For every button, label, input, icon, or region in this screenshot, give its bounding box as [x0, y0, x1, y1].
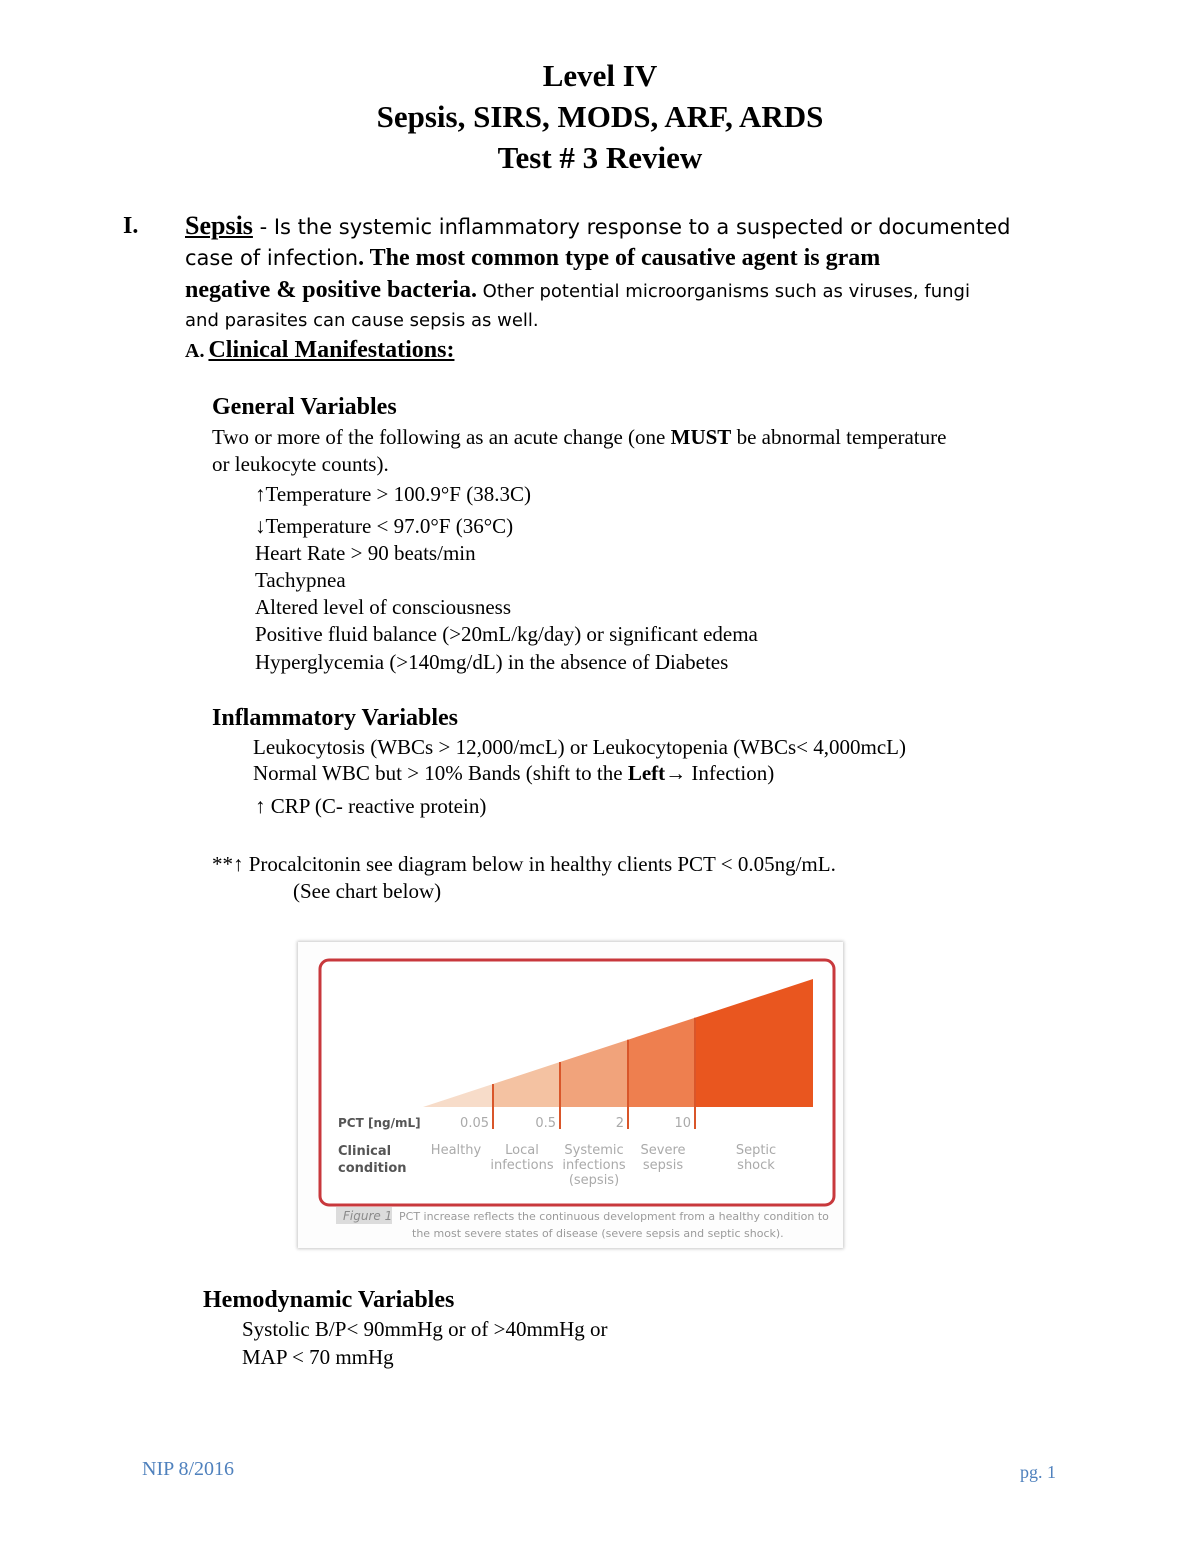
- clinical-condition-label: Systemic: [564, 1143, 624, 1158]
- threshold-label: 0.5: [535, 1116, 556, 1131]
- general-desc-line-2: or leukocyte counts).: [212, 452, 389, 476]
- clinical-label-line-1: Clinical: [338, 1144, 392, 1159]
- clinical-condition-label: Septic: [735, 1143, 777, 1158]
- hemodynamic-variables-heading: Hemodynamic Variables: [203, 1287, 455, 1313]
- title-line-2: Sepsis, SIRS, MODS, ARF, ARDS: [376, 99, 824, 134]
- hemodynamic-item: Systolic B/P< 90mmHg or of >40mmHg or: [242, 1317, 608, 1341]
- footer-left: NIP 8/2016: [142, 1458, 235, 1480]
- general-variables-heading: General Variables: [212, 394, 397, 420]
- footer-page-number: pg. 1: [1020, 1462, 1056, 1482]
- see-chart-note: (See chart below): [293, 879, 442, 903]
- inflammatory-item: Normal WBC but > 10% Bands (shift to the Left→ Infection): [253, 761, 775, 785]
- clinical-condition-label: Local: [505, 1143, 539, 1158]
- threshold-label: 10: [674, 1116, 691, 1131]
- general-desc-line-1: Two or more of the following as an acute change (one MUST be abnormal temperature: [212, 425, 947, 449]
- threshold-label: 0.05: [460, 1116, 489, 1131]
- caption-line-2: the most severe states of disease (severe sepsis and septic shock).: [412, 1227, 784, 1240]
- clinical-condition-label: infections: [490, 1158, 554, 1173]
- inflammatory-item: ↑ CRP (C- reactive protein): [255, 794, 487, 818]
- pct-axis-label: PCT [ng/mL]: [338, 1116, 421, 1130]
- clinical-condition-label: shock: [737, 1158, 775, 1173]
- caption-tag: Figure 1: [343, 1209, 393, 1223]
- clinical-label-line-2: condition: [338, 1161, 407, 1176]
- clinical-condition-label: (sepsis): [568, 1173, 620, 1188]
- sepsis-intro-text: - Is the systemic inflammatory response to a suspected or documented: [252, 215, 1011, 239]
- sepsis-line-2: case of infection. The most common type of causative agent is gram: [185, 245, 881, 271]
- threshold-label: 2: [615, 1116, 624, 1131]
- general-item: ↓Temperature < 97.0°F (36°C): [255, 514, 514, 538]
- hemodynamic-item: MAP < 70 mmHg: [242, 1345, 394, 1369]
- section-heading-sepsis: Sepsis: [185, 211, 253, 240]
- sepsis-line-3: negative & positive bacteria. Other potential microorganisms such as viruses, fungi: [185, 277, 970, 303]
- inflammatory-item: Leukocytosis (WBCs > 12,000/mcL) or Leukocytopenia (WBCs< 4,000mcL): [253, 735, 906, 759]
- section-numeral: I.: [123, 213, 139, 239]
- pct-figure: [298, 942, 843, 1248]
- clinical-condition-label: sepsis: [642, 1158, 684, 1173]
- general-item: ↑Temperature > 100.9°F (38.3C): [255, 482, 531, 506]
- clinical-condition-label: infections: [562, 1158, 626, 1173]
- clinical-manifestations-heading: A. Clinical Manifestations:: [185, 337, 455, 363]
- general-item: Tachypnea: [255, 568, 346, 592]
- title-line-3: Test # 3 Review: [497, 140, 703, 175]
- pct-figure-svg: [298, 942, 843, 1248]
- general-item: Altered level of consciousness: [255, 595, 512, 619]
- general-item: Positive fluid balance (>20mL/kg/day) or significant edema: [255, 622, 758, 646]
- inflammatory-variables-heading: Inflammatory Variables: [212, 705, 458, 731]
- title-line-1: Level IV: [542, 58, 658, 93]
- clinical-condition-label: Healthy: [430, 1143, 482, 1158]
- sepsis-line-4: and parasites can cause sepsis as well.: [185, 310, 539, 331]
- general-item: Heart Rate > 90 beats/min: [255, 541, 476, 565]
- general-item: Hyperglycemia (>140mg/dL) in the absence of Diabetes: [255, 650, 729, 674]
- caption-line-1: PCT increase reflects the continuous development from a healthy condition to: [399, 1210, 829, 1223]
- procalcitonin-line: **↑ Procalcitonin see diagram below in healthy clients PCT < 0.05ng/mL.: [212, 852, 836, 876]
- clinical-condition-label: Severe: [640, 1143, 686, 1158]
- section-sepsis-intro: [185, 211, 1010, 241]
